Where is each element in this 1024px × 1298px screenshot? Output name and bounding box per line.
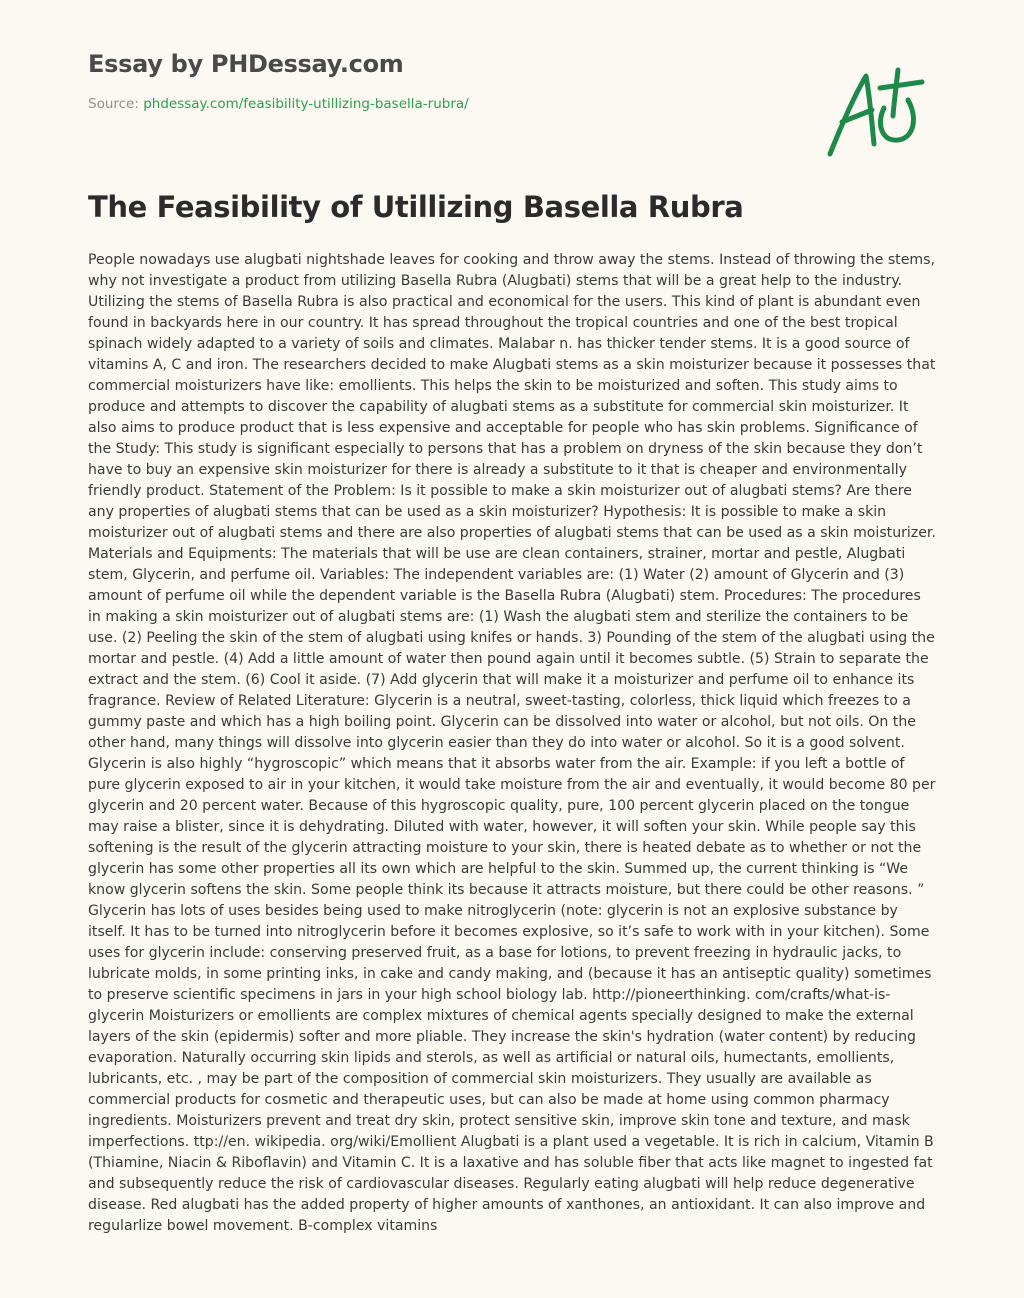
a-plus-logo-icon <box>820 62 930 162</box>
essay-body: People nowadays use alugbati nightshade leaves for cooking and throw away the stems. Instead of throwing the stems, why not investigate a product from utilizing Basella Rubra (Alugbati) stems that will be a great help to the industry. Utilizing the stems of Basella Rubra is also practical and economical for the users. This kind of plant is abundant even found in backyards here in our country. It has spread throughout the tropical countries and one of the best tropical spinach widely adapted to a variety of soils and climates. Malabar n. has thicker tender stems. It is a good source of vitamins A, C and iron. The researchers decided to make Alugbati stems as a skin moisturizer because it possesses that commercial moisturizers have like: emollients. This helps the skin to be moisturized and soften. This study aims to produce and attempts to discover the capability of alugbati stems as a substitute for commercial skin moisturizer. It also aims to produce product that is less expensive and acceptable for people who has skin problems. Significance of the Study: This study is significant especially to persons that has a problem on dryness of the skin because they don’t have to buy an expensive skin moisturizer for there is already a substitute to it that is cheaper and environmentally friendly product. Statement of the Problem: Is it possible to make a skin moisturizer out of alugbati stems? Are there any properties of alugbati stems that can be used as a skin moisturizer? Hypothesis: It is possible to make a skin moisturizer out of alugbati stems and there are also properties of alugbati stems that can be used as a skin moisturizer. Materials and Equipments: The materials that will be use are clean containers, strainer, mortar and pestle, Alugbati stem, Glycerin, and perfume oil. Variables: The independent variables are: (1) Water (2) amount of Glycerin and (3) amount of perfume oil while the dependent variable is the Basella Rubra (Alugbati) stem. Procedures: The procedures in making a skin moisturizer out of alugbati stems are: (1) Wash the alugbati stem and sterilize the containers to be use. (2) Peeling the skin of the stem of alugbati using knifes or hands. 3) Pounding of the stem of the alugbati using the mortar and pestle. (4) Add a little amount of water then pound again until it becomes subtle. (5) Strain to separate the extract and the stem. (6) Cool it aside. (7) Add glycerin that will make it a moisturizer and perfume oil to enhance its fragrance. Review of Related Literature: Glycerin is a neutral, sweet-tasting, colorless, thick liquid which freezes to a gummy paste and which has a high boiling point. Glycerin can be dissolved into water or alcohol, but not oils. On the other hand, many things will dissolve into glycerin easier than they do into water or alcohol. So it is a good solvent. Glycerin is also highly “hygroscopic” which means that it absorbs water from the air. Example: if you left a bottle of pure glycerin exposed to air in your kitchen, it would take moisture from the air and eventually, it would become 80 per glycerin and 20 percent water. Because of this hygroscopic quality, pure, 100 percent glycerin placed on the tongue may raise a blister, since it is dehydrating. Diluted with water, however, it will soften your skin. While people say this softening is the result of the glycerin attracting moisture to your skin, there is heated debate as to whether or not the glycerin has some other properties all its own which are helpful to the skin. Summed up, the current thinking is “We know glycerin softens the skin. Some people think its because it attracts moisture, but there could be other reasons. ” Glycerin has lots of uses besides being used to make nitroglycerin (note: glycerin is not an explosive substance by itself. It has to be turned into nitroglycerin before it becomes explosive, so it’s safe to work with in your kitchen). Some uses for glycerin include: conserving preserved fruit, as a base for lotions, to prevent freezing in hydraulic jacks, to lubricate molds, in some printing inks, in cake and candy making, and (because it has an antiseptic quality) sometimes to preserve scientific specimens in jars in your high school biology lab. http://pioneerthinking. com/crafts/what-is-glycerin Moisturizers or emollients are complex mixtures of chemical agents specially designed to make the external layers of the skin (epidermis) softer and more pliable. They increase the skin's hydration (water content) by reducing evaporation. Naturally occurring skin lipids and sterols, as well as artificial or natural oils, humectants, emollients, lubricants, etc. , may be part of the composition of commercial skin moisturizers. They usually are available as commercial products for cosmetic and therapeutic uses, but can also be made at home using common pharmacy ingredients. Moisturizers prevent and treat dry skin, protect sensitive skin, improve skin tone and texture, and mask imperfections. ttp://en. wikipedia. org/wiki/Emollient Alugbati is a plant used a vegetable. It is rich in calcium, Vitamin B (Thiamine, Niacin & Riboflavin) and Vitamin C. It is a laxative and has soluble fiber that acts like magnet to ingested fat and subsequently reduce the risk of cardiovascular diseases. Regularly eating alugbati will help reduce degenerative disease. Red alugbati has the added property of higher amounts of xanthones, an antioxidant. It can also improve and regularlize bowel movement. B-complex vitamins <box>88 252 936 1234</box>
essay-content <box>88 250 938 1250</box>
essay-title: The Feasibility of Utillizing Basella Rubra <box>88 190 744 224</box>
source-link[interactable]: phdessay.com/feasibility-utillizing-basella-rubra/ <box>143 96 469 112</box>
source-label: Source: <box>88 96 144 112</box>
site-brand: Essay by PHDessay.com <box>88 50 404 78</box>
text-fade-overlay <box>88 1234 938 1250</box>
source-line <box>88 96 936 112</box>
site-header <box>88 50 936 112</box>
